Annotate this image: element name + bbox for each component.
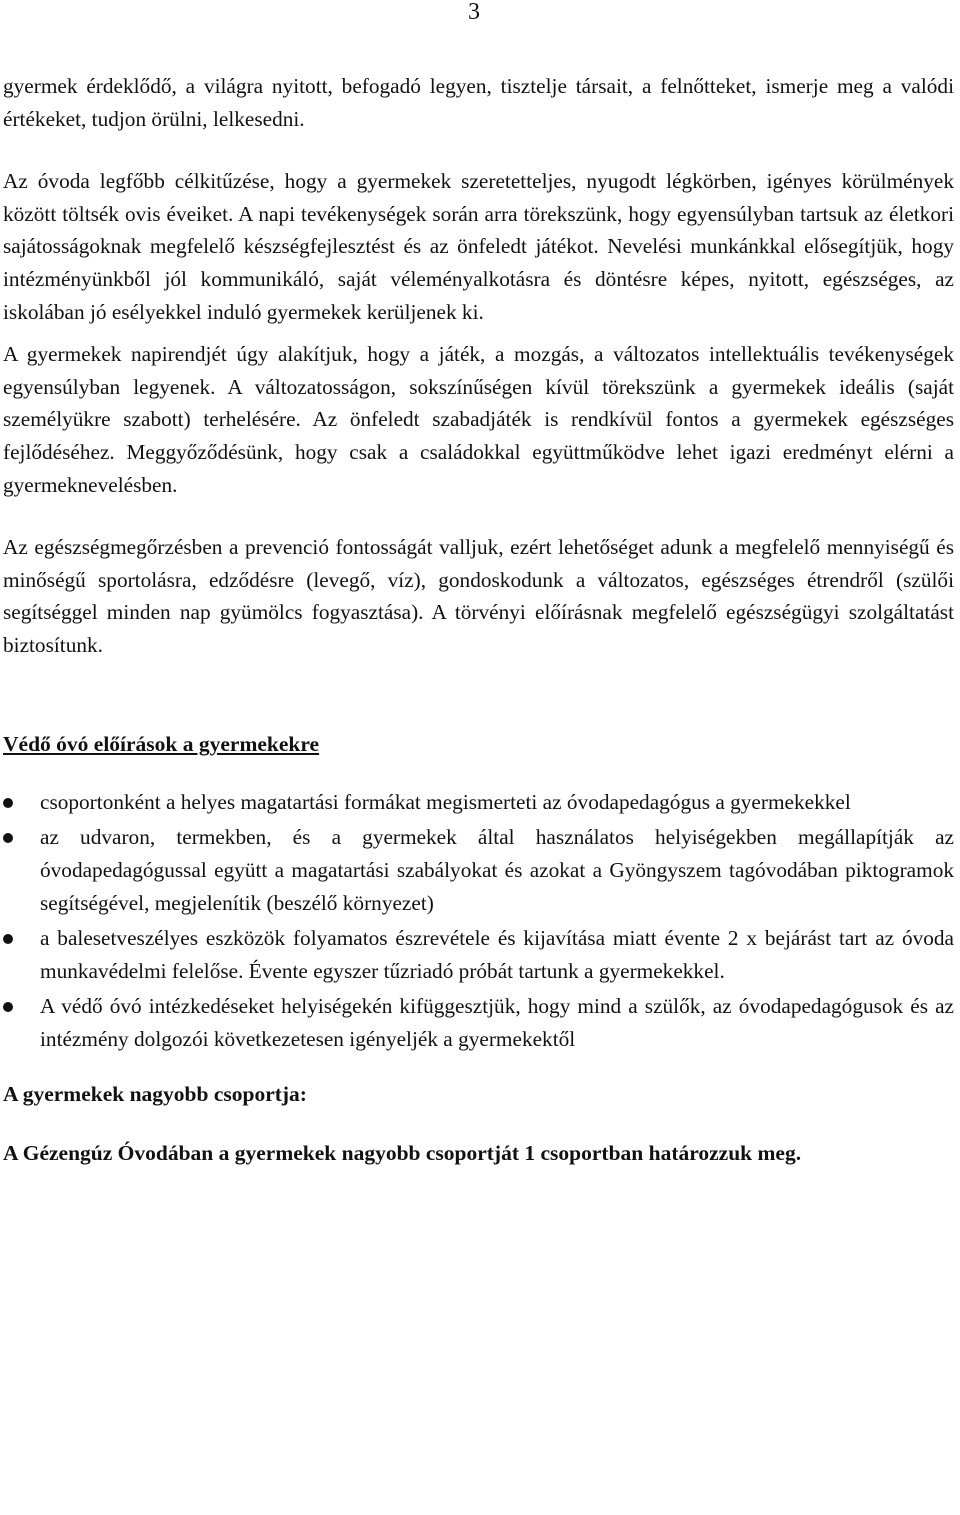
groups-paragraph: A Gézengúz Óvodában a gyermekek nagyobb csoportját 1 csoportban határozzuk meg. [3, 1140, 802, 1165]
list-item [3, 786, 954, 819]
safety-rules-list [3, 786, 954, 1056]
daily-routine-paragraph: A gyermekek napirendjét úgy alakítjuk, hogy a játék, a mozgás, a változatos intellektuális tevékenységek egyensúlyban legyenek. A változatosságon, sokszínűségen kívül törekszünk a gyermekek ideális (saját személyükre szabott) terhelésére. Az önfeledt szabadjáték is rendkívül fontos a gyermekek egészséges fejlődéséhez. Meggyőződésünk, hogy csak a családokkal együttműködve lehet igazi eredményt elérni a gyermeknevelésben. [3, 342, 954, 497]
safety-section-heading: Védő óvó előírások a gyermekekre [3, 731, 320, 756]
groups-section-heading: A gyermekek nagyobb csoportja: [3, 1081, 307, 1106]
list-item-text: A védő óvó intézkedéseket helyiségekén kifüggesztjük, hogy mind a szülők, az óvodapedagógusok és az intézmény dolgozói következetesen igényeljék a gyermekektől [40, 993, 954, 1051]
list-item [3, 922, 954, 988]
list-item [3, 821, 954, 920]
bullet-icon [3, 798, 13, 808]
list-item-text: csoportonként a helyes magatartási formákat megismerteti az óvodapedagógus a gyermekekkel [40, 789, 851, 814]
list-item [3, 990, 954, 1056]
goals-paragraph: Az óvoda legfőbb célkitűzése, hogy a gyermekek szeretetteljes, nyugodt légkörben, igényes körülmények között töltsék ovis éveiket. A napi tevékenységek során arra törekszünk, hogy egyensúlyban tartsuk az életkori sajátosságoknak megfelelő készségfejlesztést és az önfeledt játékot. Nevelési munkánkkal elősegítjük, hogy intézményünkből jól kommunikáló, saját véleményalkotásra és döntésre képes, nyitott, egészséges, az iskolában jó esélyekkel induló gyermekek kerüljenek ki. [3, 169, 954, 324]
list-item-text: a balesetveszélyes eszközök folyamatos észrevétele és kijavítása miatt évente 2 x bejárást tart az óvoda munkavédelmi felelőse. Évente egyszer tűzriadó próbát tartunk a gyermekekkel. [40, 925, 954, 983]
intro-paragraph: gyermek érdeklődő, a világra nyitott, befogadó legyen, tisztelje társait, a felnőtteket, ismerje meg a valódi értékeket, tudjon örülni, lelkesedni. [3, 74, 954, 131]
bullet-icon [3, 833, 13, 843]
health-paragraph: Az egészségmegőrzésben a prevenció fontosságát valljuk, ezért lehetőséget adunk a megfelelő mennyiségű és minőségű sportolásra, edződésre (levegő, víz), gondoskodunk a változatos, egészséges étrendről (szülői segítséggel minden nap gyümölcs fogyasztása). A törvényi előírásnak megfelelő egészségügyi szolgáltatást biztosítunk. [3, 535, 954, 657]
document-body [3, 70, 954, 1170]
page-number: 3 [468, 0, 480, 25]
bullet-icon [3, 1002, 13, 1012]
list-item-text: az udvaron, termekben, és a gyermekek által használatos helyiségekben megállapítják az óvodapedagógussal együtt a magatartási szabályokat és azokat a Gyöngyszem tagóvodában piktogramok segítségével, megjelenítik (beszélő környezet) [40, 824, 954, 915]
bullet-icon [3, 934, 13, 944]
